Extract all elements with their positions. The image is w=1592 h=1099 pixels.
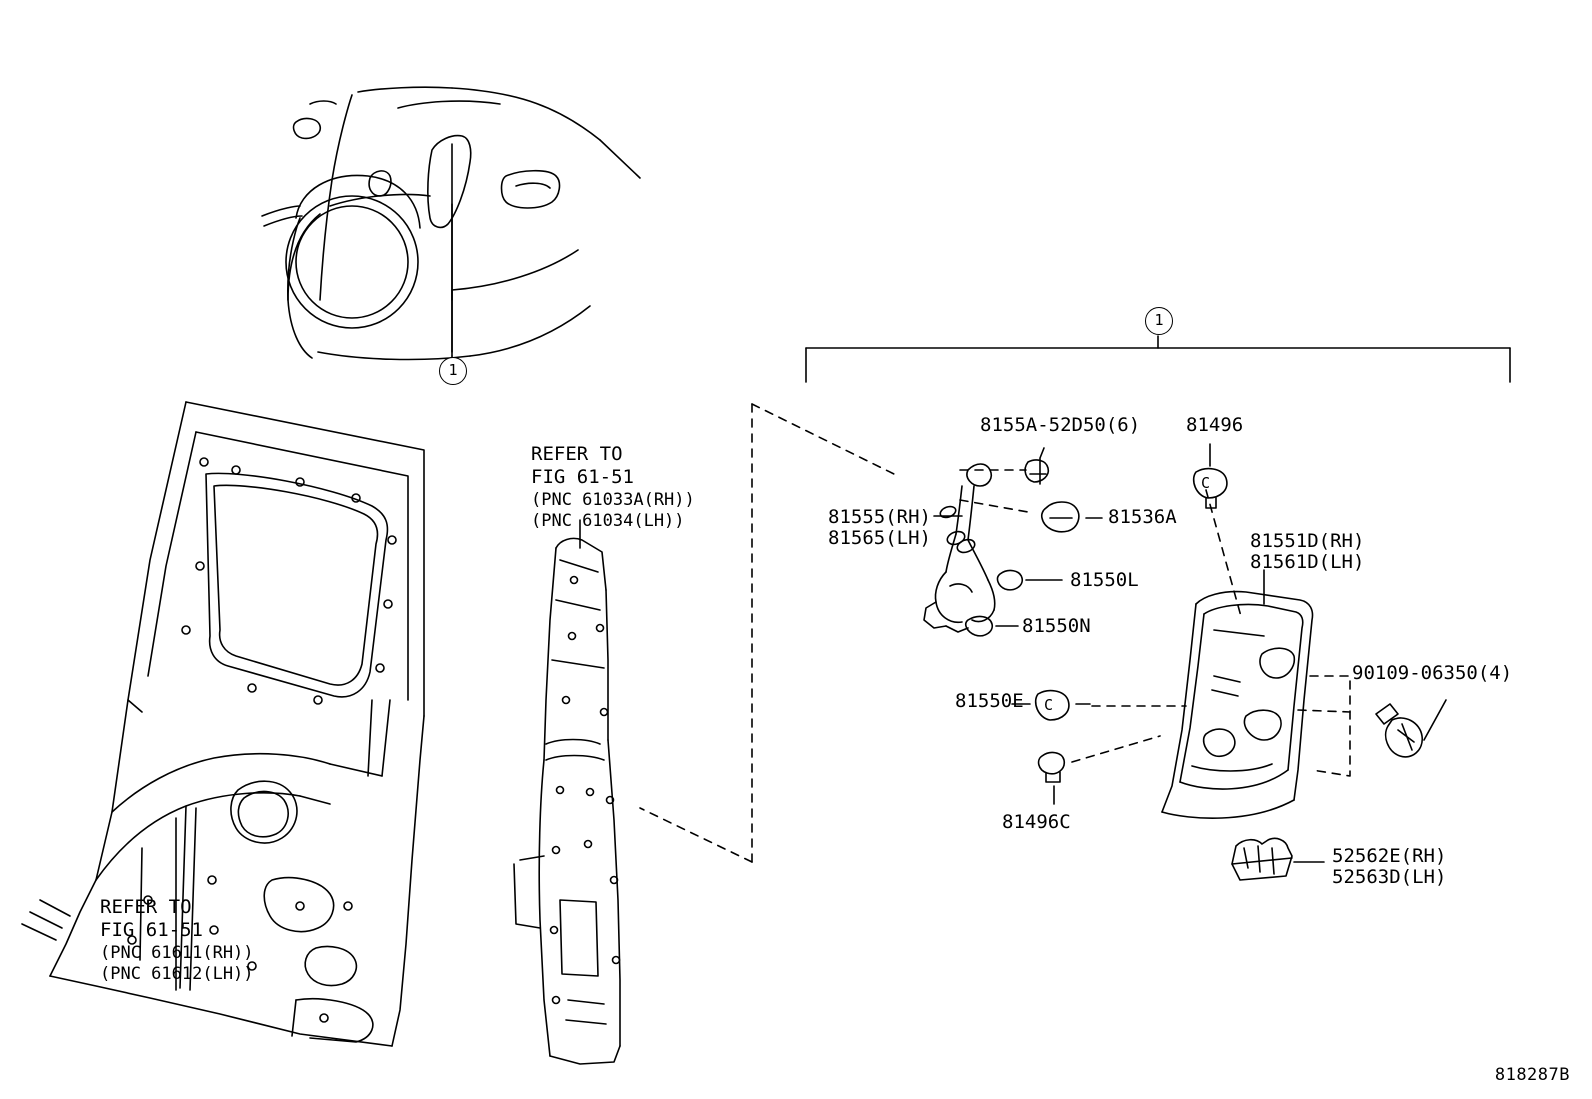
ref-pillar-line2: FIG 61-51 bbox=[531, 466, 634, 488]
part-label-81536a: 81536A bbox=[1108, 506, 1177, 528]
part-label-8155a-52d50: 8155A-52D50(6) bbox=[980, 414, 1141, 436]
ref-quarter-panel-line3: (PNC 61611(RH)) bbox=[100, 943, 254, 963]
clip-marker-c-81550e: C bbox=[1044, 696, 1054, 714]
leader-lines bbox=[452, 356, 1446, 862]
ref-quarter-panel-line2: FIG 61-51 bbox=[100, 919, 203, 941]
section-bracket bbox=[806, 336, 1510, 382]
part-label-81550e: 81550E bbox=[955, 690, 1024, 712]
ref-quarter-panel-line1: REFER TO bbox=[100, 896, 192, 918]
part-label-52563d-lh: 52563D(LH) bbox=[1332, 866, 1447, 888]
part-label-81561d-lh: 81561D(LH) bbox=[1250, 551, 1365, 573]
callout-1-vehicle: 1 bbox=[439, 357, 467, 385]
part-label-81496: 81496 bbox=[1186, 414, 1244, 436]
clip-marker-c-81496: C bbox=[1201, 474, 1211, 492]
part-label-81550l: 81550L bbox=[1070, 569, 1139, 591]
part-label-81555-rh: 81555(RH) bbox=[828, 506, 931, 528]
callout-1-bracket: 1 bbox=[1145, 307, 1173, 335]
part-label-81550n: 81550N bbox=[1022, 615, 1091, 637]
figure-code: 818287B bbox=[1494, 1065, 1570, 1085]
ref-pillar-line3: (PNC 61033A(RH)) bbox=[531, 490, 695, 510]
part-label-81551d-rh: 81551D(RH) bbox=[1250, 530, 1365, 552]
pillar-reinforcement-art bbox=[514, 520, 620, 1064]
part-label-81496c: 81496C bbox=[1002, 811, 1071, 833]
ref-pillar-line4: (PNC 61034(LH)) bbox=[531, 511, 685, 531]
ref-pillar-line1: REFER TO bbox=[531, 443, 623, 465]
harness-art bbox=[924, 460, 1079, 636]
ref-quarter-panel-line4: (PNC 61612(LH)) bbox=[100, 964, 254, 984]
part-label-90109-06350: 90109-06350(4) bbox=[1352, 662, 1513, 684]
part-label-52562e-rh: 52562E(RH) bbox=[1332, 845, 1447, 867]
part-label-81565-lh: 81565(LH) bbox=[828, 527, 931, 549]
vehicle-rear-view bbox=[262, 87, 640, 359]
